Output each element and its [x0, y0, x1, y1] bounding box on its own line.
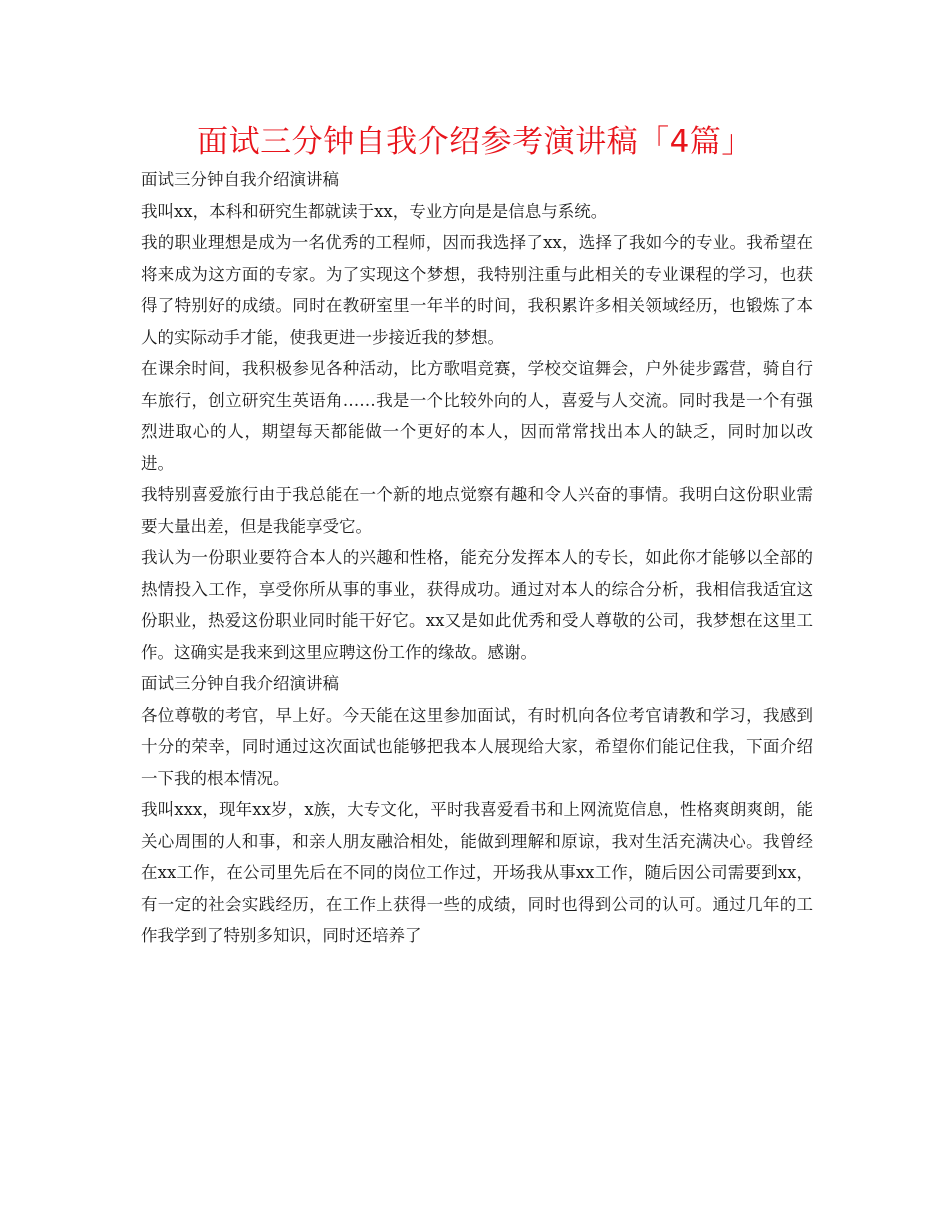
document-body — [141, 164, 813, 952]
section-heading-2: 面试三分钟自我介绍演讲稿 — [141, 674, 339, 693]
paragraph: 我特别喜爱旅行由于我总能在一个新的地点觉察有趣和令人兴奋的事情。我明白这份职业需要大量出差，但是我能享受它。 — [141, 485, 813, 536]
document-title: 面试三分钟自我介绍参考演讲稿「4篇」 — [197, 124, 753, 160]
paragraph: 我叫xxx，现年xx岁，x族，大专文化，平时我喜爱看书和上网流览信息，性格爽朗爽朗，能关心周围的人和事，和亲人朋友融洽相处，能做到理解和原谅，我对生活充满决心。我曾经在xx工作，在公司里先后在不同的岗位工作过，开场我从事xx工作，随后因公司需要到xx，有一定的社会实践经历，在工作上获得一些的成绩，同时也得到公司的认可。通过几年的工作我学到了特别多知识，同时还培养了 — [141, 800, 813, 945]
section-heading-1: 面试三分钟自我介绍演讲稿 — [141, 170, 339, 189]
paragraph: 在课余时间，我积极参见各种活动，比方歌唱竞赛，学校交谊舞会，户外徒步露营，骑自行车旅行，创立研究生英语角……我是一个比较外向的人，喜爱与人交流。同时我是一个有强烈进取心的人，期望每天都能做一个更好的本人，因而常常找出本人的缺乏，同时加以改进。 — [141, 359, 813, 473]
paragraph: 我认为一份职业要符合本人的兴趣和性格，能充分发挥本人的专长，如此你才能够以全部的热情投入工作，享受你所从事的事业，获得成功。通过对本人的综合分析，我相信我适宜这份职业，热爱这份职业同时能干好它。xx又是如此优秀和受人尊敬的公司，我梦想在这里工作。这确实是我来到这里应聘这份工作的缘故。感谢。 — [141, 548, 813, 662]
paragraph: 我的职业理想是成为一名优秀的工程师，因而我选择了xx，选择了我如今的专业。我希望在将来成为这方面的专家。为了实现这个梦想，我特别注重与此相关的专业课程的学习，也获得了特别好的成绩。同时在教研室里一年半的时间，我积累许多相关领域经历，也锻炼了本人的实际动手才能，使我更进一步接近我的梦想。 — [141, 233, 813, 347]
paragraph: 我叫xx，本科和研究生都就读于xx，专业方向是是信息与系统。 — [141, 201, 608, 221]
paragraph: 各位尊敬的考官，早上好。今天能在这里参加面试，有时机向各位考官请教和学习，我感到十分的荣幸，同时通过这次面试也能够把我本人展现给大家，希望你们能记住我，下面介绍一下我的根本情况。 — [141, 705, 813, 788]
